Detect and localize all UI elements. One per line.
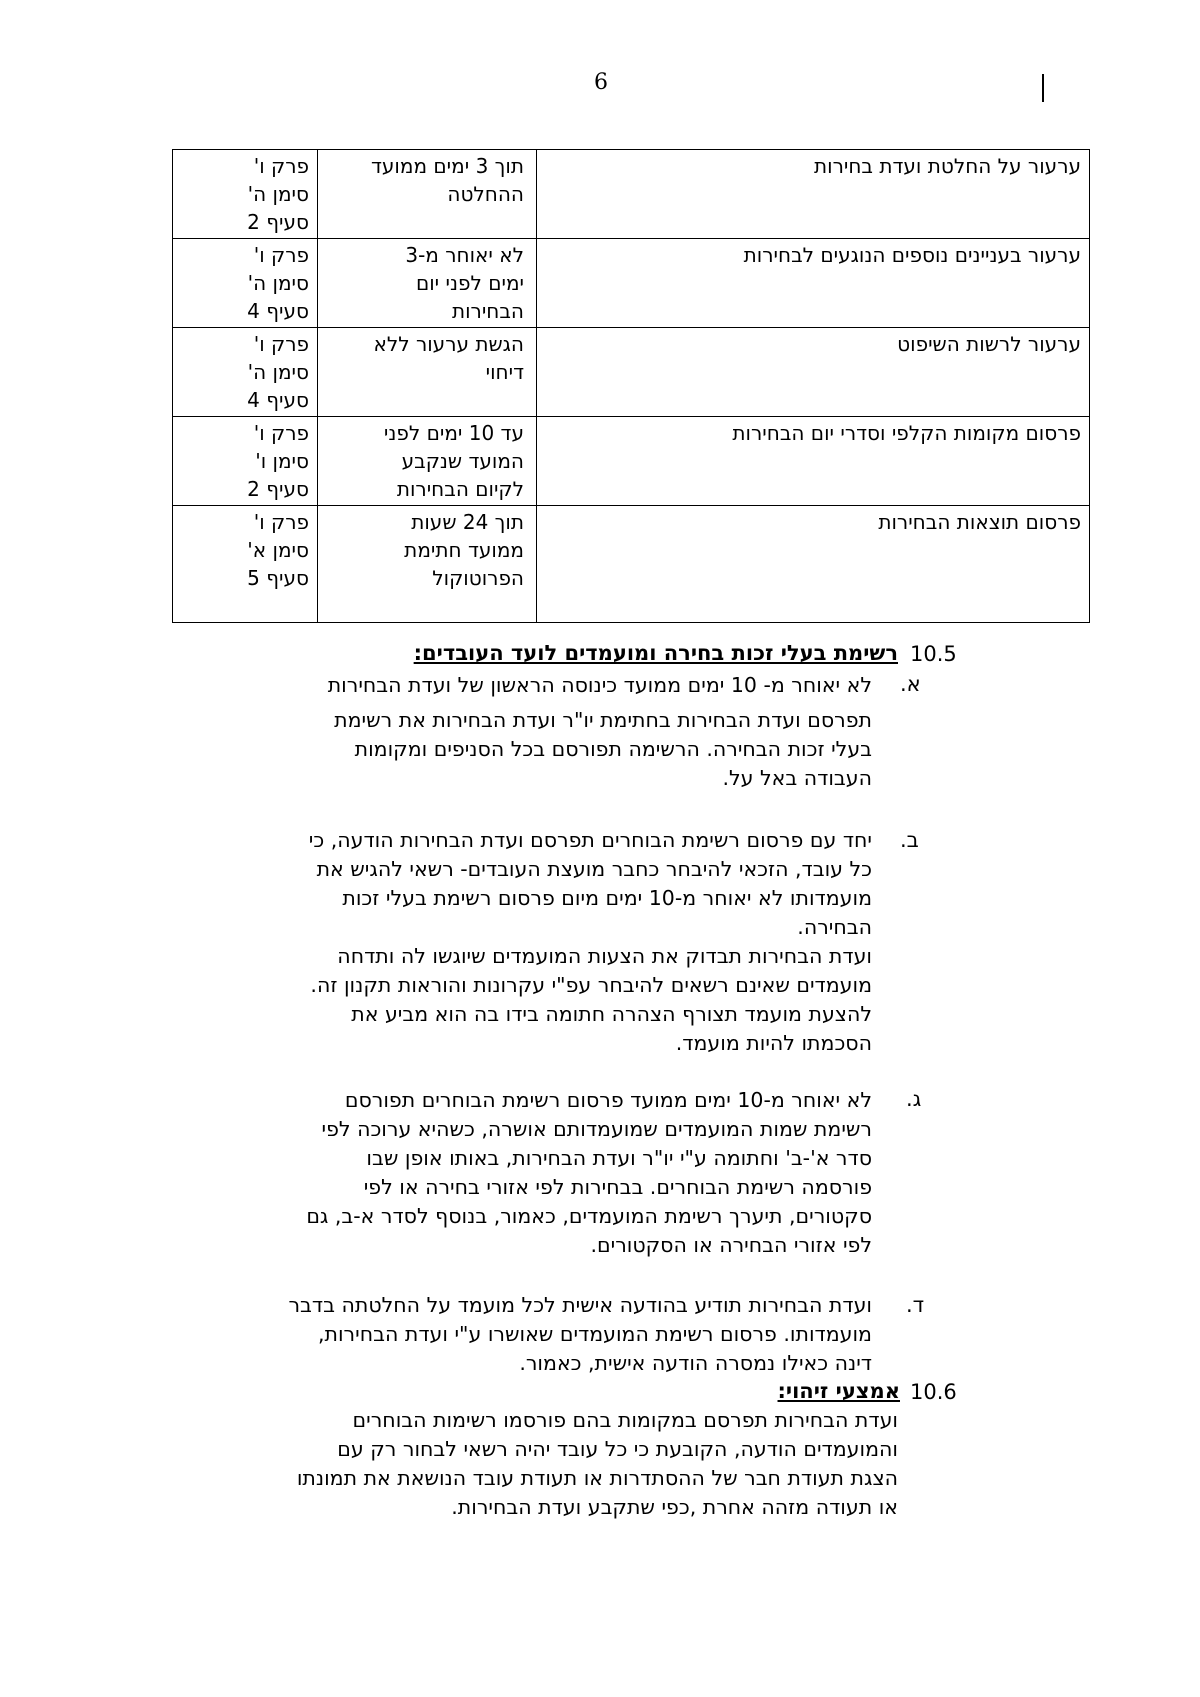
item-text: לא יאוחר מ- 10 ימים ממועד כינוסה הראשון של ועדת הבחירות [327, 673, 872, 697]
election-schedule-table [172, 149, 1090, 623]
margin-bar [1042, 74, 1044, 102]
time-cell: תוך 3 ימים ממועד ההחלטה [318, 150, 537, 239]
event-cell: פרסום תוצאות הבחירות [537, 506, 1090, 623]
section-text: ועדת הבחירות תפרסם במקומות בהם פורסמו רשימות הבוחרים והמועמדים הודעה, הקובעת כי כל עובד יהיה רשאי לבחור רק עם הצגת תעודת חבר של ההסתדרות או תעודת עובד הנושאת את תמונתו או תעודה מזהה אחרת ,כפי שתקבע ועדת הבחירות. [296, 1408, 898, 1519]
item-letter: ג. [906, 1087, 922, 1111]
table-row [173, 150, 1090, 239]
reference-cell: פרק ו' סימן ה' סעיף 2 [173, 150, 318, 239]
time-cell: תוך 24 שעות ממועד חתימת הפרוטוקול [318, 506, 537, 623]
table-row [173, 328, 1090, 417]
time-cell: הגשת ערעור ללא דיחוי [318, 328, 537, 417]
section-title: רשימת בעלי זכות בחירה ומועמדים לועד העובדים: [413, 641, 898, 665]
item-text: יחד עם פרסום רשימת הבוחרים תפרסם ועדת הבחירות הודעה, כי כל עובד, הזכאי להיבחר כחבר מועצת העובדים- רשאי להגיש את מועמדותו לא יאוחר מ-10 ימים מיום פרסום רשימת בעלי זכות הבחירה. ועדת הבחירות תבדוק את הצעות המועמדים שיוגשו לה ותדחה מועמדים שאינם רשאים להיבחר עפ"י עקרונות והוראות תקנון זה. להצעת מועמד תצורף הצהרה חתומה בידו בה הוא מביע את הסכמתו להיות מועמד. [308, 828, 872, 1055]
item-letter: ב. [900, 828, 919, 852]
time-cell: לא יאוחר מ-3 ימים לפני יום הבחירות [318, 239, 537, 328]
item-text: ועדת הבחירות תודיע בהודעה אישית לכל מועמד על החלטתה בדבר מועמדותו. פרסום רשימת המועמדים שאושרו ע"י ועדת הבחירות, דינה כאילו נמסרה הודעה אישית, כאמור. [288, 1293, 872, 1375]
reference-cell: פרק ו' סימן א' סעיף 5 [173, 506, 318, 623]
table-row [173, 506, 1090, 623]
event-cell: ערעור לרשות השיפוט [537, 328, 1090, 417]
section-title: אמצעי זיהוי: [777, 1379, 900, 1403]
section-number: 10.5 [910, 642, 957, 666]
event-cell: ערעור בעניינים נוספים הנוגעים לבחירות [537, 239, 1090, 328]
section-number: 10.6 [910, 1380, 957, 1404]
page-number: 6 [594, 70, 608, 95]
item-letter: ד. [906, 1293, 925, 1317]
event-cell: פרסום מקומות הקלפי וסדרי יום הבחירות [537, 417, 1090, 506]
reference-cell: פרק ו' סימן ה' סעיף 4 [173, 239, 318, 328]
item-letter: א. [900, 672, 921, 696]
time-cell: עד 10 ימים לפני המועד שנקבע לקיום הבחירות [318, 417, 537, 506]
reference-cell: פרק ו' סימן ו' סעיף 2 [173, 417, 318, 506]
item-text: תפרסם ועדת הבחירות בחתימת יו"ר ועדת הבחירות את רשימת בעלי זכות הבחירה. הרשימה תפורסם בכל הסניפים ומקומות העבודה באל על. [334, 708, 872, 790]
table-row [173, 239, 1090, 328]
item-text: לא יאוחר מ-10 ימים ממועד פרסום רשימת הבוחרים תפורסם רשימת שמות המועמדים שמועמדותם אושרה, כשהיא ערוכה לפי סדר א'-ב' וחתומה ע"י יו"ר ועדת הבחירות, באותו אופן שבו פורסמה רשימת הבוחרים. בבחירות לפי אזורי בחירה או לפי סקטורים, תיערך רשימת המועמדים, כאמור, בנוסף לסדר א-ב, גם לפי אזורי הבחירה או הסקטורים. [306, 1088, 872, 1257]
event-cell: ערעור על החלטת ועדת בחירות [537, 150, 1090, 239]
table-row [173, 417, 1090, 506]
reference-cell: פרק ו' סימן ה' סעיף 4 [173, 328, 318, 417]
